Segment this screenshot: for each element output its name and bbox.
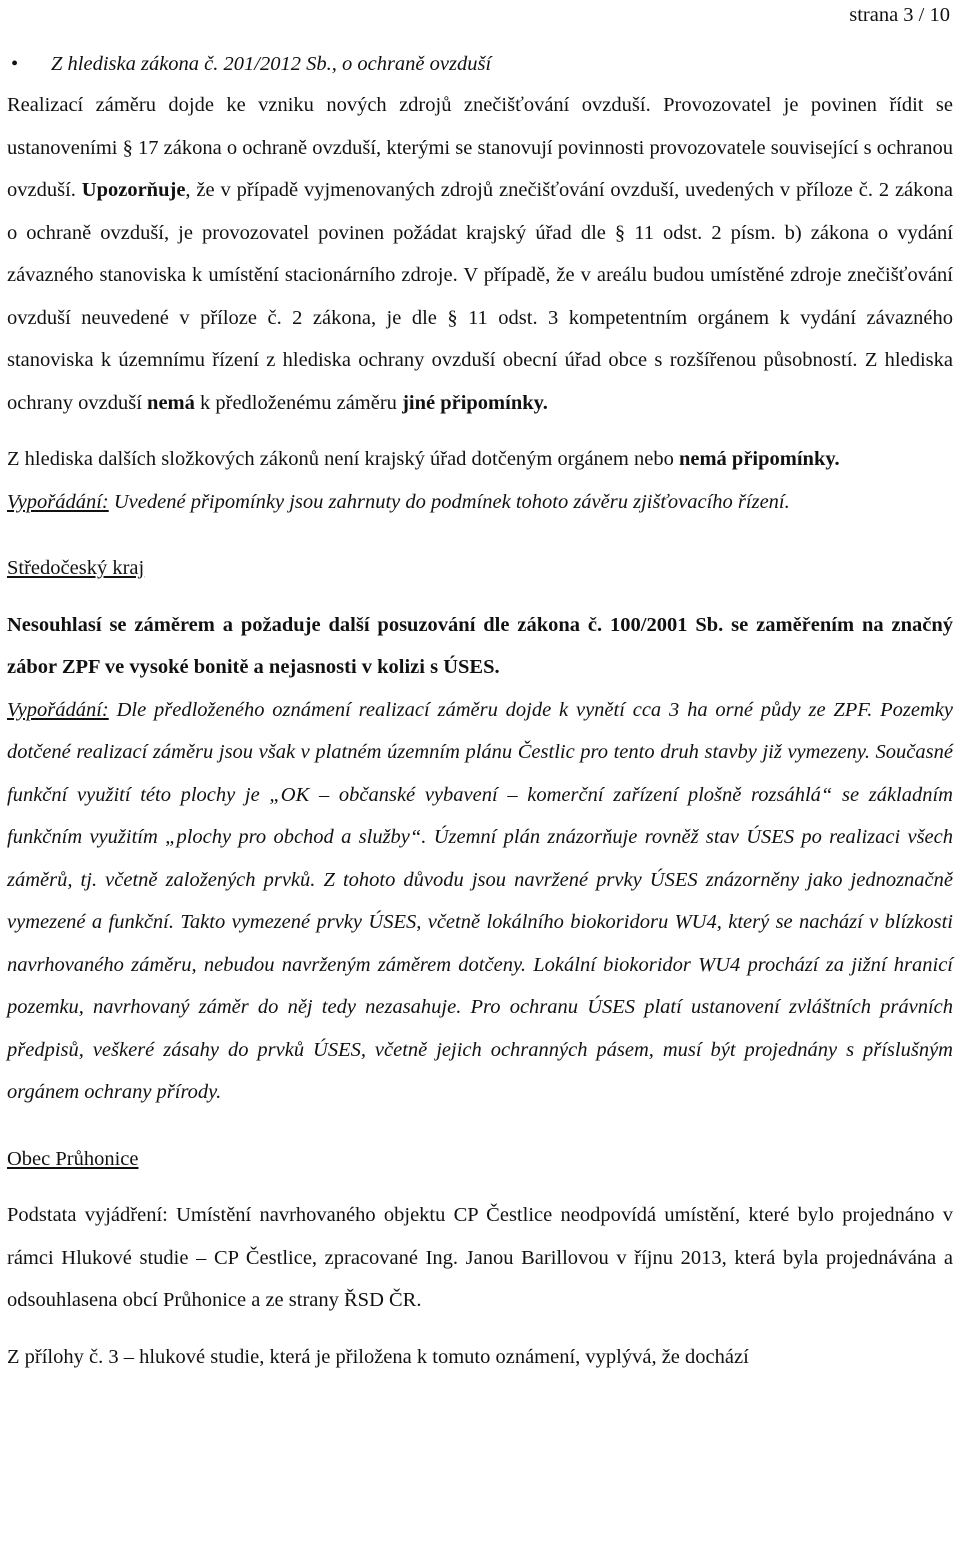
paragraph-other-laws	[7, 438, 953, 481]
paragraph-vyporadani-2	[7, 689, 953, 1114]
bullet-item-air-protection	[7, 44, 953, 84]
bold-text: Upozorňuje	[81, 179, 186, 201]
paragraph-air-protection	[7, 84, 953, 424]
text-run: Z hlediska dalších složkových zákonů není krajský úřad dotčeným orgánem nebo	[7, 448, 679, 470]
page-number: strana 3 / 10	[849, 4, 950, 26]
paragraph-pruhonice-2: Z přílohy č. 3 – hlukové studie, která je přiložena k tomuto oznámení, vyplývá, že dochází	[7, 1345, 749, 1368]
paragraph-vyporadani-1	[7, 481, 953, 524]
text-run: Dle předloženého oznámení realizací záměru dojde k vynětí cca 3 ha orné půdy ze ZPF. Pozemky dotčené realizací záměru jsou však v platném územním plánu Čestlic pro tento druh stavby již vymezeny. Současné funkční využití této plochy je „OK – občanské vybavení – komerční zařízení plošně rozsáhlá“ se základním funkčním využitím „plochy pro obchod a služby“. Územní plán znázorňuje rovněž stav ÚSES po realizaci všech záměrů, tj. včetně založených prvků. Z tohoto důvodu jsou navržené prvky ÚSES znázorněny jako jednoznačně vymezené a funkční. Takto vymezené prvky ÚSES, včetně lokálního biokoridoru WU4, který se nachází v blízkosti navrhovaného záměru, nebudou navrženým záměrem dotčeny. Lokální biokoridor WU4 prochází za jižní hranicí pozemku, navrhovaný záměr do něj tedy nezasahuje. Pro ochranu ÚSES platí ustanovení zvláštních právních předpisů, veškeré zásahy do prvků ÚSES, včetně jejich ochranných pásem, musí být projednány s příslušným orgánem ochrany přírody.	[7, 698, 953, 1103]
bold-text: nemá	[147, 391, 195, 414]
document-body	[7, 44, 953, 1378]
vyporadani-label: Vypořádání:	[7, 698, 109, 721]
text-run: k předloženému záměru	[194, 391, 403, 414]
paragraph-pruhonice-1: Podstata vyjádření: Umístění navrhovaného objektu CP Čestlice neodpovídá umístění, které bylo projednáno v rámci Hlukové studie – CP Čestlice, zpracované Ing. Janou Barillovou v říjnu 2013, která byla projednávána a odsouhlasena obcí Průhonice a ze strany ŘSD ČR.	[7, 1204, 953, 1311]
bold-statement-stredocesky: Nesouhlasí se záměrem a požaduje další posuzování dle zákona č. 100/2001 Sb. se zaměřením na značný zábor ZPF ve vysoké bonitě a nejasnosti v kolizi s ÚSES.	[7, 613, 953, 678]
text-run: , že v případě vyjmenovaných zdrojů znečišťování ovzduší, uvedených v příloze č. 2 zákona o ochraně ovzduší, je provozovatel povinen požádat krajský úřad dle § 11 odst. 2 písm. b) zákona o vydání závazného stanoviska k umístění stacionárního zdroje. V případě, že v areálu budou umístěné zdroje znečišťování ovzduší neuvedené v příloze č. 2 zákona, je dle § 11 odst. 3 kompetentním orgánem k vydání závazného stanoviska k územnímu řízení z hlediska ochrany ovzduší obecní úřad obce s rozšířenou působností. Z hlediska ochrany ovzduší	[7, 179, 953, 414]
section-heading-obec-pruhonice: Obec Průhonice	[7, 1147, 139, 1170]
bold-text: jiné připomínky.	[402, 391, 548, 414]
bullet-title: Z hlediska zákona č. 201/2012 Sb., o ochraně ovzduší	[51, 53, 492, 75]
text-run: Realizací záměru dojde ke vzniku nových zdrojů znečišťování ovzduší. Provozovatel je povinen řídit se ustanoveními § 17 zákona o ochraně ovzduší, kterými se stanovují povinnosti provozovatele související s ochranou ovzduší.	[7, 94, 953, 201]
bullet-icon: •	[11, 53, 19, 75]
bold-text: nemá připomínky.	[678, 448, 840, 470]
section-heading-stredocesky-kraj: Středočeský kraj	[7, 557, 145, 579]
vyporadani-label: Vypořádání:	[7, 490, 109, 513]
text-run: Uvedené připomínky jsou zahrnuty do podmínek tohoto závěru zjišťovacího řízení.	[108, 490, 790, 513]
